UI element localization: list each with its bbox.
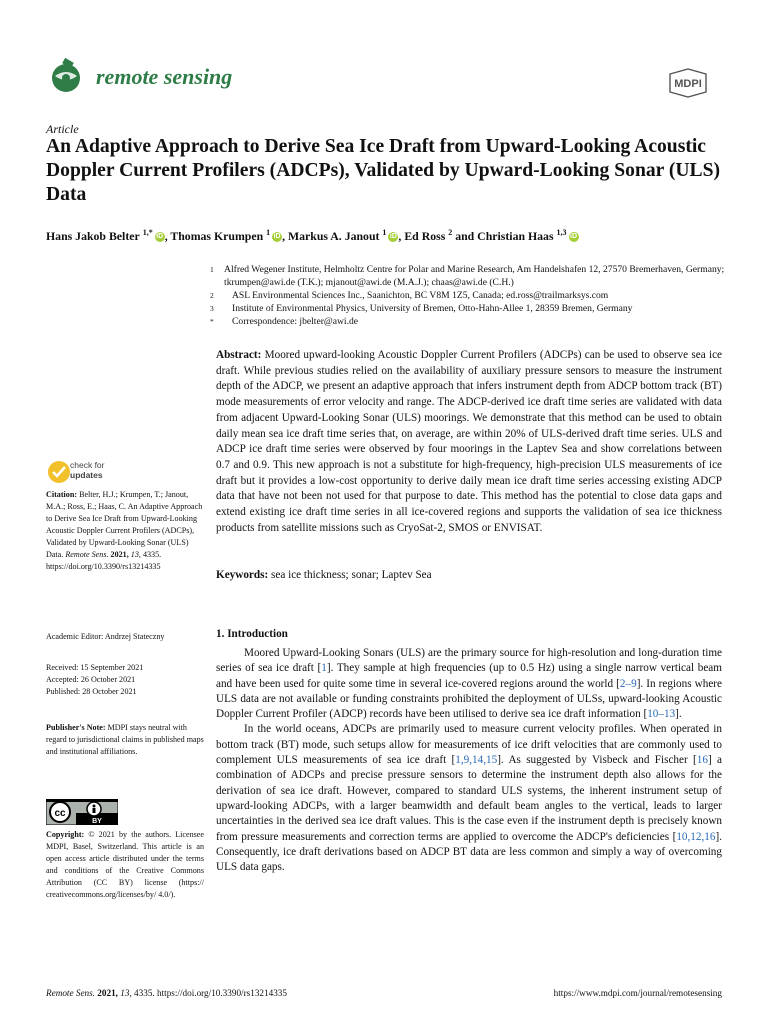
author-affil: 1 bbox=[266, 228, 271, 237]
keywords-text: sea ice thickness; sonar; Laptev Sea bbox=[271, 569, 432, 581]
citation-journal: Remote Sens. bbox=[65, 550, 109, 559]
copyright-text: © 2021 by the authors. Licensee MDPI, Basel, Switzerland. This article is an open access article distributed under the terms and conditions of the Creative Commons Attribution (CC BY) license (https:// creativecommons.org/licenses/by/ 4.0/). bbox=[46, 830, 204, 899]
author-list: Hans Jakob Belter $^{1,*}$ iD , Thomas Krumpen $^1$ iD , Markus A. Janout $^1$ iD , Ed Ross $^2$ and Christian Haas $^{1,3}$ iD bbox=[46, 228, 577, 243]
author-affil: 2 bbox=[448, 228, 453, 237]
cc-by-license-icon[interactable] bbox=[46, 799, 118, 825]
affiliations bbox=[210, 263, 730, 328]
svg-text:cc: cc bbox=[54, 808, 66, 819]
citation-volume: 13, bbox=[130, 550, 141, 559]
mdpi-text: MDPI bbox=[674, 78, 702, 90]
author-affil: 1 bbox=[382, 228, 387, 237]
citation-link[interactable]: 10,12,16 bbox=[676, 830, 716, 843]
author-affil: 1,3 bbox=[556, 228, 567, 237]
check-updates-icon bbox=[46, 459, 72, 485]
keywords-label: Keywords: bbox=[216, 569, 269, 581]
affiliation-item: 1 Alfred Wegener Institute, Helmholtz Centre for Polar and Marine Research, Am Handelshafen 12, 27570 Bremerhaven, Germany; tkrumpen@awi.de (T.K.); mjanout@awi.de (M.A.J.); chaas@awi.de (C.H.) bbox=[210, 264, 725, 288]
journal-logo-icon bbox=[46, 56, 86, 96]
journal-name: remote sensing bbox=[96, 64, 233, 89]
footer-doi[interactable]: 4335. https://doi.org/10.3390/rs13214335 bbox=[134, 988, 287, 998]
footer-citation bbox=[46, 988, 287, 998]
section-heading: 1. Introduction bbox=[216, 628, 288, 640]
cc-by-text: BY bbox=[92, 818, 102, 825]
publisher-note-text: MDPI stays neutral with regard to jurisdictional claims in published maps and institutional affiliations. bbox=[46, 723, 204, 756]
author-name: Thomas Krumpen bbox=[170, 228, 264, 243]
abstract-label: Abstract: bbox=[216, 349, 262, 361]
citation-link[interactable]: 10–13 bbox=[647, 708, 676, 721]
article-type: Article bbox=[46, 122, 79, 136]
paragraph: In the world oceans, ADCPs are primarily used to measure current velocity profiles. When operated in bottom track (BT) mode, such setups allow for measurements of ice drift velocities that are commonly used to complement ULS measurements of sea ice draft [1,9,14,15]. As suggested by Visbeck and Fischer [16] a combination of ADCPs and precise pressure sensors to determine the instrument depth also allows for the derivation of sea ice draft. However, compared to standard ULS systems, the inherent instrument setup of upward-looking ADCPs, with a larger beamwidth and default beam angles to the vertical, leads to larger uncertainties in the derived sea ice draft values. This is the case even if the instrument depth is precisely known from pressure measurements and correction terms are applied to overcome the ADCP's deficiencies [10,12,16]. Consequently, ice draft derivations based on ADCP BT data are less common and simply a way of overcoming ULS data gaps. bbox=[216, 723, 722, 874]
dates-block bbox=[46, 662, 204, 698]
author-name: Markus A. Janout bbox=[288, 228, 380, 243]
orcid-icon[interactable]: iD bbox=[156, 233, 164, 241]
orcid-icon[interactable]: iD bbox=[273, 233, 281, 241]
correspondence: * Correspondence: jbelter@awi.de bbox=[210, 316, 359, 327]
introduction-body bbox=[216, 646, 722, 875]
citation-link[interactable]: 1,9,14,15 bbox=[455, 754, 498, 767]
copyright-label: Copyright: bbox=[46, 830, 85, 839]
copyright-block bbox=[46, 829, 204, 901]
citation-label: Citation: bbox=[46, 490, 78, 499]
abstract-text: Moored upward-looking Acoustic Doppler Current Profilers (ADCPs) can be used to observe sea ice draft. While previous studies relied on the availability of auxiliary pressure sensors to measure the instrument depth of the ADCP, we present an adaptive approach that infers instrument depth from ADCP bottom track (BT) mode measurements of error velocity and range. The ADCP-derived ice draft time series are validated with data from adjacent Upward-Looking Sonar (ULS) moorings. We demonstrate that this method can be used to obtain daily mean sea ice draft time series that, on average, are within 20% of ULS-derived draft time series. ULS and ADCP ice draft time series were observed by four moorings in the Laptev Sea and show correlations between 0.7 and 0.9. This new approach is not a substitute for high-frequency, high-precision ULS measurements of ice draft but it provides a low-cost opportunity to derive daily mean ice draft time series accessing existing ADCP data that have not been not used for that purpose to date. This method has the potential to close data gaps and extend existing ice draft time series in all ice-covered regions and supports the validation of sea ice thickness products from satellite missions such as CryoSat-2, SMOS or ENVISAT. bbox=[216, 349, 723, 534]
citation-block bbox=[46, 489, 204, 573]
footer-journal: Remote Sens. bbox=[46, 988, 95, 998]
author-name: Ed Ross bbox=[404, 228, 446, 243]
affiliation-item: 3 Institute of Environmental Physics, University of Bremen, Otto-Hahn-Allee 1, 28359 Bremen, Germany bbox=[210, 303, 633, 314]
keywords bbox=[216, 569, 722, 581]
citation-link[interactable]: 2–9 bbox=[619, 677, 637, 690]
accepted-date: Accepted: 26 October 2021 bbox=[46, 675, 136, 684]
published-date: Published: 28 October 2021 bbox=[46, 687, 137, 696]
author-name: Hans Jakob Belter bbox=[46, 228, 140, 243]
received-date: Received: 15 September 2021 bbox=[46, 663, 144, 672]
affiliation-item: 2 ASL Environmental Sciences Inc., Saanichton, BC V8M 1Z5, Canada; ed.ross@trailmarksys.com bbox=[210, 290, 609, 301]
academic-editor: Academic Editor: Andrzej Stateczny bbox=[46, 632, 165, 641]
footer-journal-url[interactable]: https://www.mdpi.com/journal/remotesensing bbox=[553, 988, 722, 998]
citation-year: 2021, bbox=[110, 550, 129, 559]
orcid-icon[interactable]: iD bbox=[389, 233, 397, 241]
footer-year: 2021, bbox=[97, 988, 118, 998]
publisher-note bbox=[46, 722, 204, 758]
publisher-note-label: Publisher's Note: bbox=[46, 723, 106, 732]
author-name: Christian Haas bbox=[477, 228, 554, 243]
footer-volume: 13, bbox=[120, 988, 132, 998]
author-affil: 1,* bbox=[142, 228, 153, 237]
abstract bbox=[216, 348, 722, 536]
check-label-top: check for bbox=[70, 460, 105, 470]
citation-doi[interactable]: 4335. https://doi.org/10.3390/rs13214335 bbox=[46, 550, 162, 571]
paper-title: An Adaptive Approach to Derive Sea Ice Draft from Upward-Looking Acoustic Doppler Current Profilers (ADCPs), Validated by Upward-Looking Sonar (ULS) Data bbox=[46, 136, 721, 205]
citation-text: Belter, H.J.; Krumpen, T.; Janout, M.A.; Ross, E.; Haas, C. An Adaptive Approach to Derive Sea Ice Draft from Upward-Looking Acoustic Doppler Current Profilers (ADCPs), Validated by Upward-Looking Sonar (ULS) Data. bbox=[46, 490, 203, 559]
check-label-bottom: updates bbox=[70, 470, 103, 480]
orcid-icon[interactable]: iD bbox=[570, 233, 577, 241]
mdpi-logo bbox=[666, 68, 710, 98]
mdpi-logo-icon bbox=[666, 68, 710, 98]
citation-link[interactable]: 16 bbox=[696, 754, 708, 767]
paragraph: Moored Upward-Looking Sonars (ULS) are the primary source for high-resolution and long-duration time series of sea ice draft [1]. They sample at high frequencies (up to 0.5 Hz) using a single narrow vertical beam and have been used for quite some time in several ice-covered regions around the world [2–9]. In regions where ULS data are not available or funding constraints prohibited the deployment of ULSs, upward-looking Acoustic Doppler Current Profiler (ADCP) records have been utilised to derive sea ice draft information [10–13]. bbox=[216, 647, 723, 721]
check-for-updates-button[interactable] bbox=[46, 459, 156, 487]
citation-link[interactable]: 1 bbox=[321, 662, 327, 675]
